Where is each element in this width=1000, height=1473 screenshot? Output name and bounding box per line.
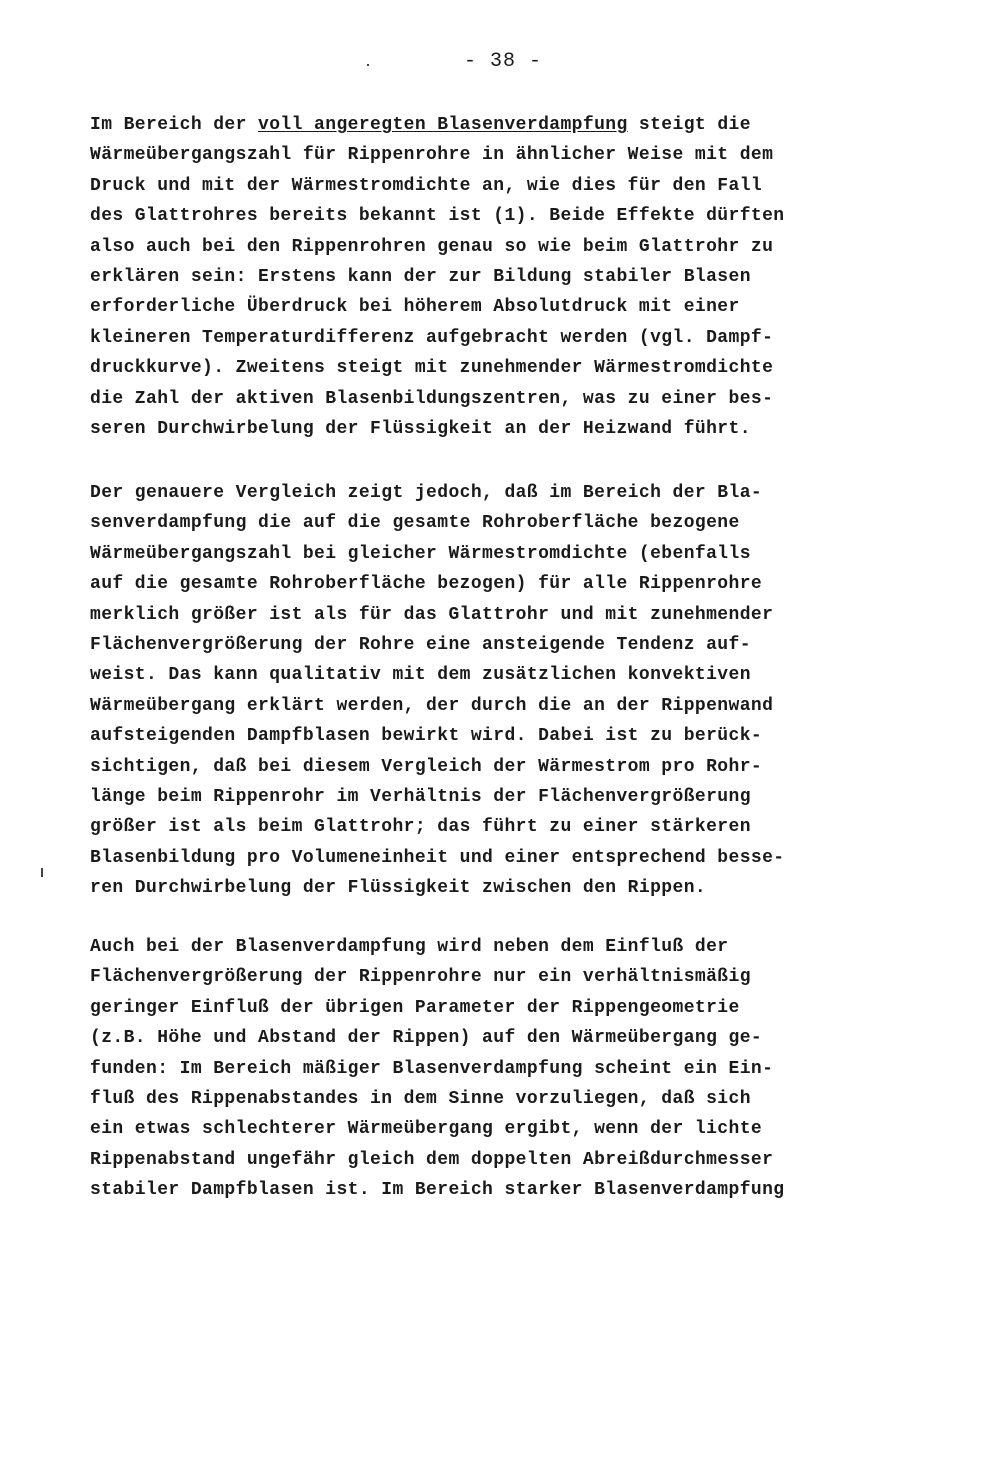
text-segment: steigt die [627,115,751,135]
text-line [90,110,905,140]
text-line: Rippenabstand ungefähr gleich dem doppelten Abreißdurchmesser [90,1149,774,1170]
text-line: geringer Einfluß der übrigen Parameter der Rippengeometrie [90,997,740,1018]
text-line: auf die gesamte Rohroberfläche bezogen) für alle Rippenrohre [90,574,763,595]
text-line: funden: Im Bereich mäßiger Blasenverdampfung scheint ein Ein- [90,1058,774,1079]
text-line: kleineren Temperaturdifferenz aufgebracht werden (vgl. Dampf- [90,327,774,348]
paragraph-1 [90,110,905,444]
text-line: weist. Das kann qualitativ mit dem zusätzlichen konvektiven [90,665,751,686]
text-line: länge beim Rippenrohr im Verhältnis der Flächenvergrößerung [90,787,751,808]
paragraph-2 [90,478,905,904]
text-line: ren Durchwirbelung der Flüssigkeit zwischen den Rippen. [90,878,707,899]
text-line: sichtigen, daß bei diesem Vergleich der Wärmestrom pro Rohr- [90,756,763,777]
text-segment: Im Bereich der [90,115,259,135]
text-line: Auch bei der Blasenverdampfung wird neben dem Einfluß der [90,937,729,957]
text-line: erforderliche Überdruck bei höherem Absolutdruck mit einer [90,297,740,318]
text-line: druckkurve). Zweitens steigt mit zunehmender Wärmestromdichte [90,358,774,379]
text-line: aufsteigenden Dampfblasen bewirkt wird. Dabei ist zu berück- [90,726,763,747]
text-line: größer ist als beim Glattrohr; das führt zu einer stärkeren [90,817,751,838]
paragraph-3 [90,932,905,1206]
text-line: Flächenvergrößerung der Rohre eine ansteigende Tendenz auf- [90,635,751,656]
text-line: Der genauere Vergleich zeigt jedoch, daß im Bereich der Bla- [90,483,763,503]
text-line: Wärmeübergang erklärt werden, der durch die an der Rippenwand [90,695,774,716]
text-line: Wärmeübergangszahl bei gleicher Wärmestromdichte (ebenfalls [90,543,751,564]
underlined-term: voll angeregten Blasenverdampfung [258,115,628,135]
scan-mark [41,868,43,877]
text-line: stabiler Dampfblasen ist. Im Bereich starker Blasenverdampfung [90,1180,785,1201]
text-line: merklich größer ist als für das Glattrohr und mit zunehmender [90,604,774,625]
text-line: fluß des Rippenabstandes in dem Sinne vorzuliegen, daß sich [90,1089,751,1110]
text-line: die Zahl der aktiven Blasenbildungszentren, was zu einer bes- [90,388,774,409]
text-line: Druck und mit der Wärmestromdichte an, wie dies für den Fall [90,175,763,196]
page-number: - 38 - [463,50,542,73]
text-line: erklären sein: Erstens kann der zur Bildung stabiler Blasen [90,267,751,288]
scan-speck [367,64,369,66]
text-line: des Glattrohres bereits bekannt ist (1). Beide Effekte dürften [90,206,785,227]
text-line: also auch bei den Rippenrohren genau so wie beim Glattrohr zu [90,236,774,257]
text-line: Wärmeübergangszahl für Rippenrohre in ähnlicher Weise mit dem [90,145,774,166]
text-line: (z.B. Höhe und Abstand der Rippen) auf den Wärmeübergang ge- [90,1028,763,1049]
text-line: Blasenbildung pro Volumeneinheit und einer entsprechend besse- [90,847,785,868]
text-line: ein etwas schlechterer Wärmeübergang ergibt, wenn der lichte [90,1119,763,1140]
text-line: Flächenvergrößerung der Rippenrohre nur ein verhältnismäßig [90,967,751,988]
text-line: senverdampfung die auf die gesamte Rohroberfläche bezogene [90,513,740,534]
text-line: seren Durchwirbelung der Flüssigkeit an der Heizwand führt. [90,419,751,440]
